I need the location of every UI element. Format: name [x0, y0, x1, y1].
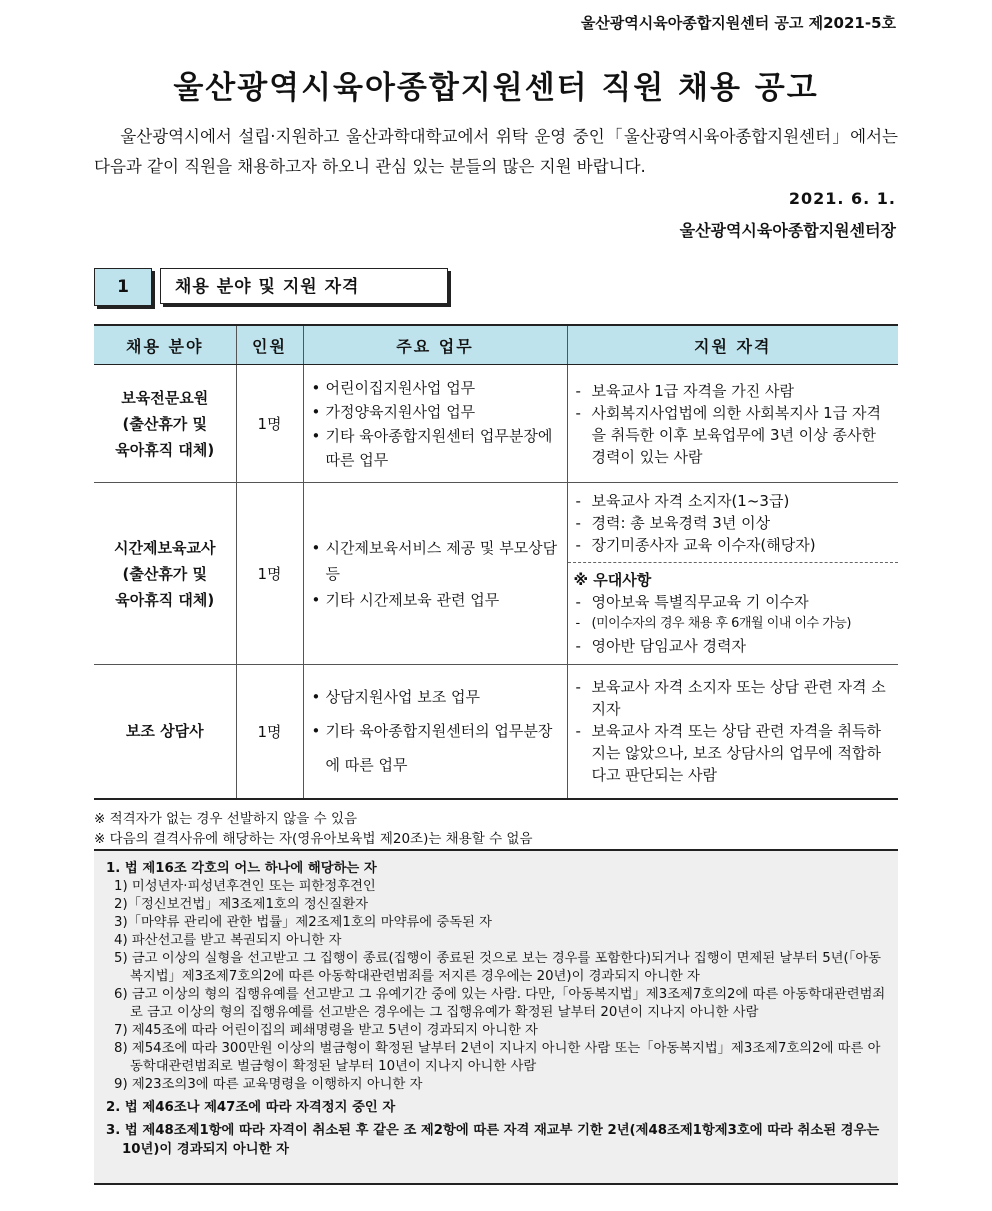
section-title: 채용 분야 및 지원 자격: [160, 268, 448, 304]
list-item: 2)「정신보건법」제3조제1호의 정신질환자: [114, 897, 369, 912]
list-item: 4) 파산선고를 받고 복권되지 아니한 자: [114, 933, 342, 948]
disq-heading: 2. 법 제46조나 제47조에 따라 자격정지 중인 자: [106, 1100, 396, 1115]
list-item: - 장기미종사자 교육 이수자(해당자): [574, 534, 891, 556]
list-item: - 보육교사 자격 또는 상담 관련 자격을 취득하지는 않았으나, 보조 상담사의 업무에 적합하다고 판단되는 사람: [574, 720, 891, 786]
table-header-row: [94, 325, 898, 365]
list-item: 6) 금고 이상의 형의 집행유예를 선고받고 그 유예기간 중에 있는 사람. 다만,「아동복지법」제3조제7호의2에 따른 아동학대관련범죄로 금고 이상의 형의 집행유예를 선고받은 경우에는 그 집행유예가 확정된 날부터 20년이 지나지 아니한 사람: [114, 987, 886, 1020]
header-count: 인원: [236, 325, 303, 365]
note-line: ※ 적격자가 없는 경우 선발하지 않을 수 있음: [94, 811, 358, 827]
list-item: - 영아보육 특별직무교육 기 이수자: [574, 591, 891, 613]
field-cell: 보육전문요원 (출산휴가 및 육아휴직 대체): [94, 365, 236, 483]
table-row: [94, 483, 898, 665]
notice-number: 울산광역시육아종합지원센터 공고 제2021-5호: [580, 14, 896, 32]
list-item: • 상담지원사업 보조 업무: [312, 680, 559, 714]
list-item: 9) 제23조의3에 따른 교육명령을 이행하지 아니한 자: [114, 1077, 423, 1092]
qualifications-cell: [567, 665, 898, 799]
divider: [568, 562, 899, 563]
list-item: - 보육교사 자격 소지자 또는 상담 관련 자격 소지자: [574, 676, 891, 720]
duties-cell: [303, 483, 567, 665]
duties-cell: [303, 665, 567, 799]
recruitment-table: [94, 324, 898, 800]
header-duties: 주요 업무: [303, 325, 567, 365]
header-qualifications: 지원 자격: [567, 325, 898, 365]
qualifications-cell: [567, 365, 898, 483]
list-item: - 보육교사 자격 소지자(1~3급): [574, 490, 891, 512]
list-item: • 어린이집지원사업 업무: [312, 376, 559, 400]
count-cell: 1명: [236, 483, 303, 665]
list-item: - 경력: 총 보육경력 3년 이상: [574, 512, 891, 534]
disq-heading: 1. 법 제16조 각호의 어느 하나에 해당하는 자: [106, 861, 377, 876]
qualifications-cell: [567, 483, 898, 665]
list-item: 5) 금고 이상의 실형을 선고받고 그 집행이 종료(집행이 종료된 것으로 보는 경우를 포함한다)되거나 집행이 면제된 날부터 5년(「아동복지법」제3조제7호의2에 따른 아동학대관련범죄를 저지른 경우에는 20년)이 경과되지 아니한 자: [114, 951, 882, 984]
preference-title: ※ 우대사항: [573, 571, 652, 589]
table-row: [94, 665, 898, 799]
list-item: • 시간제보육서비스 제공 및 부모상담 등: [312, 535, 559, 587]
section-number: 1: [94, 268, 152, 306]
list-item: - (미이수자의 경우 채용 후 6개월 이내 이수 가능): [574, 613, 891, 635]
list-item: • 가정양육지원사업 업무: [312, 400, 559, 424]
list-item: • 기타 육아종합지원센터의 업무분장에 따른 업무: [312, 714, 559, 782]
notice-date: 2021. 6. 1.: [788, 189, 896, 208]
count-cell: 1명: [236, 365, 303, 483]
list-item: 7) 제45조에 따라 어린이집의 폐쇄명령을 받고 5년이 경과되지 아니한 자: [114, 1023, 538, 1038]
list-item: 1) 미성년자·피성년후견인 또는 피한정후견인: [114, 879, 376, 894]
intro-paragraph: 울산광역시에서 설립·지원하고 울산과학대학교에서 위탁 운영 중인「울산광역시육아종합지원센터」에서는 다음과 같이 직원을 채용하고자 하오니 관심 있는 분들의 많은 지원 바랍니다.: [94, 127, 898, 176]
header-field: 채용 분야: [94, 325, 236, 365]
note-line: ※ 다음의 결격사유에 해당하는 자(영유아보육법 제20조)는 채용할 수 없음: [94, 831, 533, 847]
list-item: - 영아반 담임교사 경력자: [574, 635, 891, 657]
list-item: • 기타 육아종합지원센터 업무분장에 따른 업무: [312, 424, 559, 472]
disq-heading: 3. 법 제48조제1항에 따라 자격이 취소된 후 같은 조 제2항에 따른 자격 재교부 기한 2년(제48조제1항제3호에 따라 취소된 경우는 10년)이 경과되지 아니한 자: [106, 1123, 880, 1157]
page-title: 울산광역시육아종합지원센터 직원 채용 공고: [173, 70, 819, 106]
disqualification-box: [94, 849, 898, 1185]
list-item: 3)「마약류 관리에 관한 법률」제2조제1호의 마약류에 중독된 자: [114, 915, 492, 930]
issuer-name: 울산광역시육아종합지원센터장: [679, 221, 896, 240]
list-item: - 사회복지사업법에 의한 사회복지사 1급 자격을 취득한 이후 보육업무에 3년 이상 종사한 경력이 있는 사람: [574, 402, 891, 468]
list-item: 8) 제54조에 따라 300만원 이상의 벌금형이 확정된 날부터 2년이 지나지 아니한 사람 또는「아동복지법」제3조제7호의2에 따른 아동학대관련범죄로 벌금형이 확정된 날부터 10년이 지나지 아니한 사람: [114, 1041, 881, 1074]
duties-cell: [303, 365, 567, 483]
field-cell: 시간제보육교사 (출산휴가 및 육아휴직 대체): [94, 483, 236, 665]
table-row: [94, 365, 898, 483]
list-item: • 기타 시간제보육 관련 업무: [312, 587, 559, 613]
list-item: - 보육교사 1급 자격을 가진 사람: [574, 380, 891, 402]
count-cell: 1명: [236, 665, 303, 799]
field-cell: 보조 상담사: [94, 665, 236, 799]
